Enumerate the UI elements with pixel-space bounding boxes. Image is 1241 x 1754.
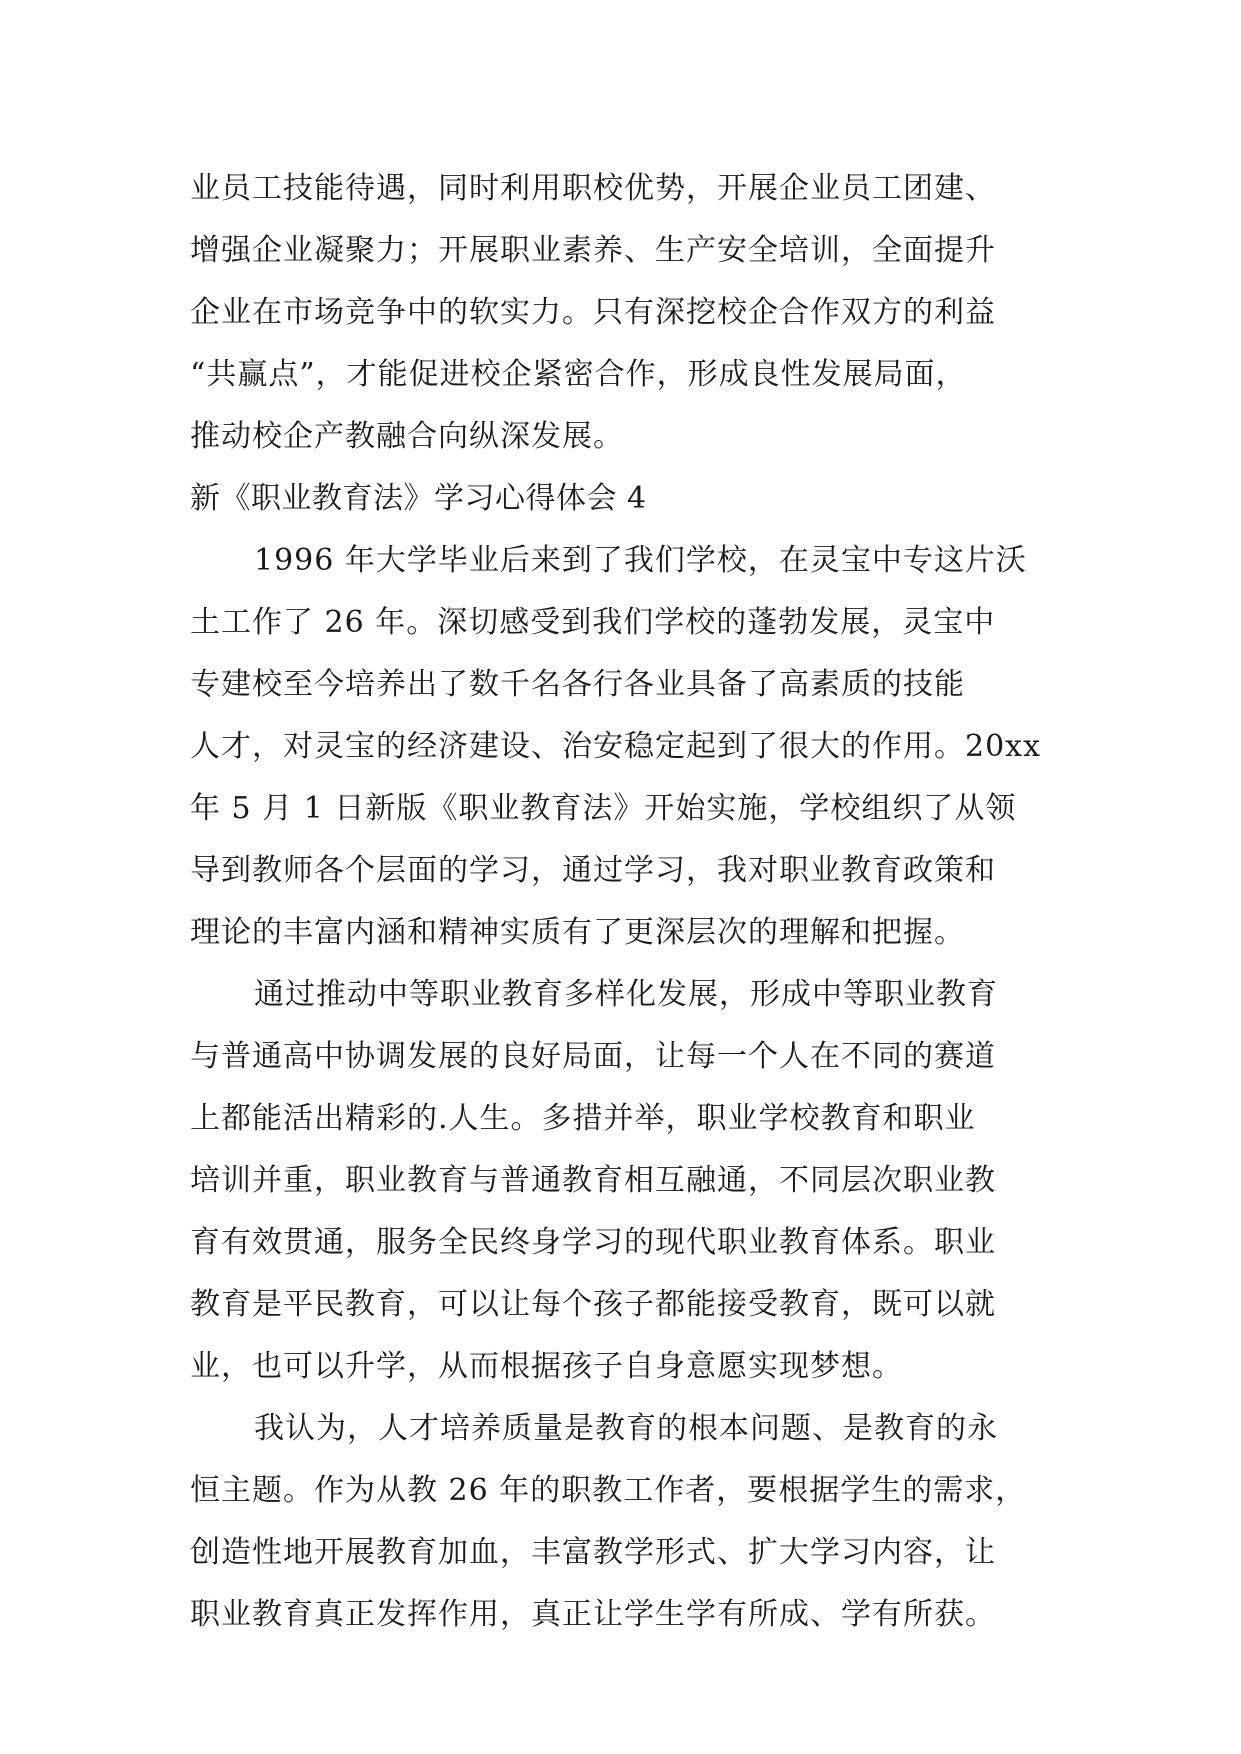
text-line: 育有效贯通，服务全民终身学习的现代职业教育体系。职业: [190, 1225, 996, 1260]
continuation-paragraph: [190, 158, 1070, 468]
text-line: 业，也可以升学，从而根据孩子自身意愿实现梦想。: [190, 1349, 903, 1384]
text-line: 理论的丰富内涵和精神实质有了更深层次的理解和把握。: [190, 915, 965, 950]
text-line: 我认为，人才培养质量是教育的根本问题、是教育的永: [254, 1411, 998, 1446]
text-line: 企业在市场竞争中的软实力。只有深挖校企合作双方的利益: [190, 295, 996, 330]
section-title: 新《职业教育法》学习心得体会 4: [190, 481, 647, 516]
document-body: [190, 158, 1070, 1646]
text-line: 业员工技能待遇，同时利用职校优势，开展企业员工团建、: [190, 171, 996, 206]
text-line: 土工作了 26 年。深切感受到我们学校的蓬勃发展，灵宝中: [190, 605, 996, 640]
text-line: 与普通高中协调发展的良好局面，让每一个人在不同的赛道: [190, 1039, 996, 1074]
text-line: 1996 年大学毕业后来到了我们学校，在灵宝中专这片沃: [254, 543, 1027, 578]
text-line: 推动校企产教融合向纵深发展。: [190, 419, 624, 454]
text-line: 通过推动中等职业教育多样化发展，形成中等职业教育: [254, 977, 998, 1012]
paragraph-2: [190, 964, 1070, 1398]
text-line: 教育是平民教育，可以让每个孩子都能接受教育，既可以就: [190, 1287, 996, 1322]
text-line: 年 5 月 1 日新版《职业教育法》开始实施，学校组织了从领: [190, 791, 1017, 826]
text-line: 上都能活出精彩的.人生。多措并举，职业学校教育和职业: [190, 1101, 976, 1136]
paragraph-1: [190, 530, 1070, 964]
text-line: 人才，对灵宝的经济建设、治安稳定起到了很大的作用。20xx: [190, 729, 1042, 764]
text-line: 培训并重，职业教育与普通教育相互融通，不同层次职业教: [190, 1163, 996, 1198]
text-line: 职业教育真正发挥作用，真正让学生学有所成、学有所获。: [190, 1597, 996, 1632]
text-line: 创造性地开展教育加血，丰富教学形式、扩大学习内容，让: [190, 1535, 996, 1570]
paragraph-3: [190, 1398, 1070, 1646]
text-line: 增强企业凝聚力；开展职业素养、生产安全培训，全面提升: [190, 233, 996, 268]
text-line: “共赢点”，才能促进校企紧密合作，形成良性发展局面，: [190, 357, 967, 392]
text-line: 专建校至今培养出了数千名各行各业具备了高素质的技能: [190, 667, 965, 702]
text-line: 导到教师各个层面的学习，通过学习，我对职业教育政策和: [190, 853, 996, 888]
text-line: 恒主题。作为从教 26 年的职教工作者，要根据学生的需求，: [190, 1473, 1027, 1508]
